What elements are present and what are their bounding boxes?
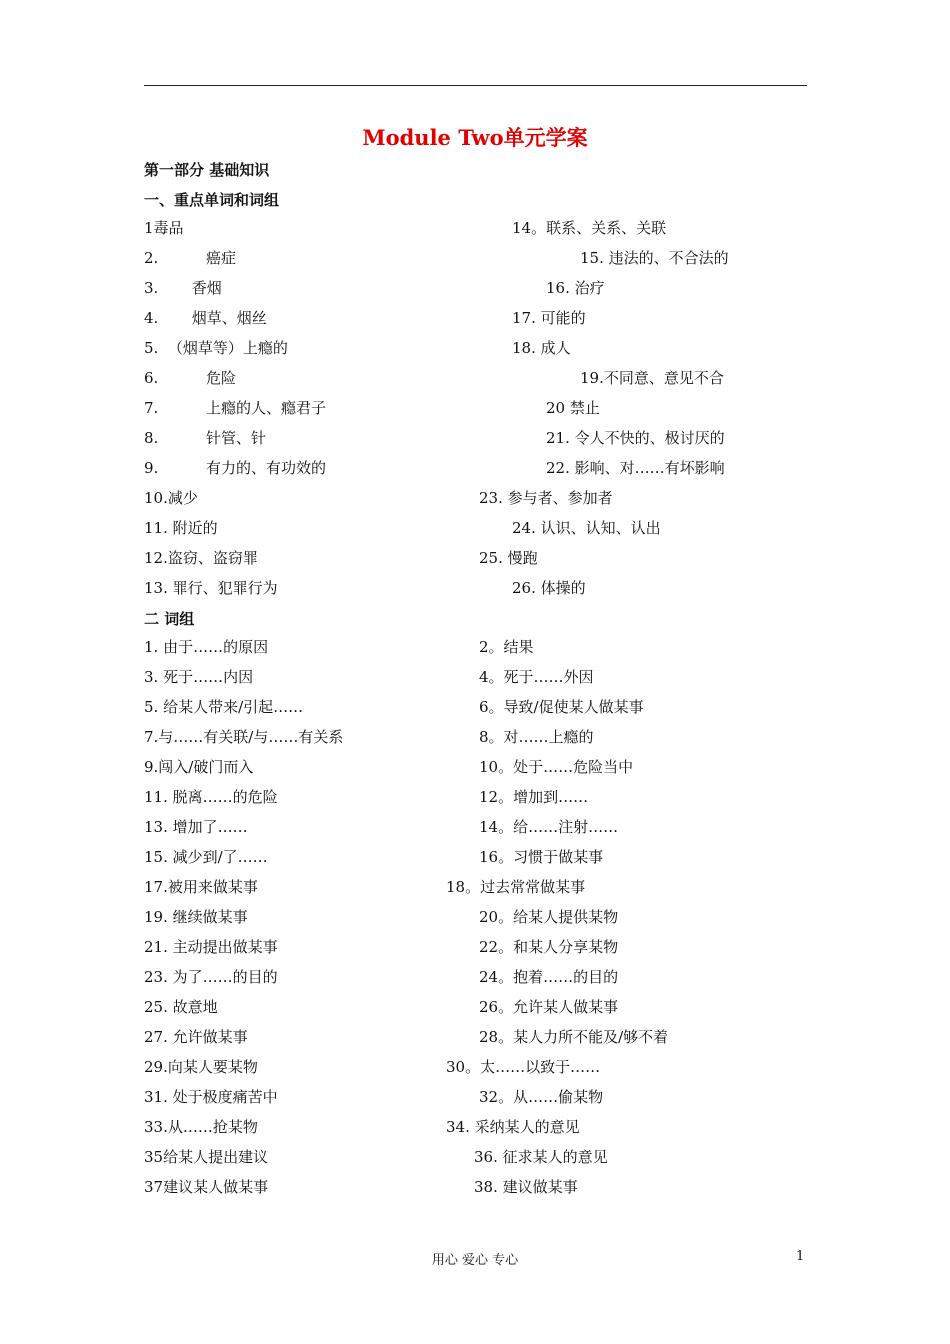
vocab-item: 24. 认识、认知、认出 (512, 519, 661, 537)
phrase-item: 36. 征求某人的意见 (474, 1148, 608, 1166)
vocab-item: 2. 癌症 (144, 249, 236, 267)
vocab-item: 10.减少 (144, 489, 198, 507)
phrase-item: 37建议某人做某事 (144, 1178, 269, 1196)
phrase-item: 32。从……偷某物 (479, 1088, 604, 1106)
vocab-item: 7. 上瘾的人、瘾君子 (144, 399, 326, 417)
phrase-item: 22。和某人分享某物 (479, 938, 619, 956)
phrase-item: 19. 继续做某事 (144, 908, 248, 926)
vocab-item: 12.盗窃、盗窃罪 (144, 549, 258, 567)
vocab-item: 20 禁止 (546, 399, 600, 417)
phrase-item: 9.闯入/破门而入 (144, 758, 254, 776)
phrase-item: 31. 处于极度痛苦中 (144, 1088, 278, 1106)
phrase-item: 7.与……有关联/与……有关系 (144, 728, 344, 746)
vocab-item: 13. 罪行、犯罪行为 (144, 579, 278, 597)
section1-heading: 一、重点单词和词组 (144, 191, 280, 209)
phrase-item: 27. 允许做某事 (144, 1028, 248, 1046)
vocab-item: 23. 参与者、参加者 (479, 489, 613, 507)
phrase-item: 6。导致/促使某人做某事 (479, 698, 644, 716)
vocab-item: 19.不同意、意见不合 (580, 369, 724, 387)
phrase-item: 16。习惯于做某事 (479, 848, 604, 866)
phrase-item: 34. 采纳某人的意见 (446, 1118, 580, 1136)
vocab-item: 26. 体操的 (512, 579, 586, 597)
vocab-item: 14。联系、关系、关联 (512, 219, 667, 237)
phrase-item: 23. 为了……的目的 (144, 968, 278, 986)
phrase-item: 18。过去常常做某事 (446, 878, 586, 896)
phrase-item: 29.向某人要某物 (144, 1058, 258, 1076)
phrase-item: 8。对……上瘾的 (479, 728, 594, 746)
phrase-item: 21. 主动提出做某事 (144, 938, 278, 956)
vocab-item: 21. 令人不快的、极讨厌的 (546, 429, 725, 447)
vocab-item: 25. 慢跑 (479, 549, 538, 567)
vocab-item: 22. 影响、对……有坏影响 (546, 459, 725, 477)
phrase-item: 38. 建议做某事 (474, 1178, 578, 1196)
page-footer: 用心 爱心 专心 (431, 1253, 519, 1268)
phrase-item: 25. 故意地 (144, 998, 218, 1016)
vocab-item: 15. 违法的、不合法的 (580, 249, 729, 267)
phrase-item: 1. 由于……的原因 (144, 638, 269, 656)
phrase-item: 2。结果 (479, 638, 534, 656)
phrase-item: 15. 减少到/了…… (144, 848, 268, 866)
vocab-item: 4. 烟草、烟丝 (144, 309, 267, 327)
phrase-item: 28。某人力所不能及/够不着 (479, 1028, 669, 1046)
vocab-item: 3. 香烟 (144, 279, 222, 297)
phrase-item: 3. 死于……内因 (144, 668, 254, 686)
phrase-item: 20。给某人提供某物 (479, 908, 619, 926)
vocab-item: 16. 治疗 (546, 279, 605, 297)
phrase-item: 5. 给某人带来/引起…… (144, 698, 304, 716)
vocab-item: 6. 危险 (144, 369, 236, 387)
vocab-item: 9. 有力的、有功效的 (144, 459, 326, 477)
phrase-item: 30。太……以致于…… (446, 1058, 601, 1076)
phrase-item: 33.从……抢某物 (144, 1118, 258, 1136)
phrase-item: 12。增加到…… (479, 788, 589, 806)
section2-heading: 二 词组 (144, 610, 195, 628)
page-title: Module Two单元学案 (362, 125, 588, 150)
phrase-item: 24。抱着……的目的 (479, 968, 619, 986)
vocab-item: 1毒品 (144, 219, 184, 237)
phrase-item: 26。允许某人做某事 (479, 998, 619, 1016)
vocab-item: 17. 可能的 (512, 309, 586, 327)
phrase-item: 35给某人提出建议 (144, 1148, 269, 1166)
part1-heading: 第一部分 基础知识 (144, 161, 270, 179)
vocab-item: 11. 附近的 (144, 519, 218, 537)
page-number: 1 (796, 1249, 805, 1264)
phrase-item: 13. 增加了…… (144, 818, 248, 836)
phrase-item: 4。死于……外因 (479, 668, 594, 686)
phrase-item: 17.被用来做某事 (144, 878, 258, 896)
header-rule (144, 85, 807, 86)
vocab-item: 5. （烟草等）上瘾的 (144, 339, 288, 357)
vocab-item: 8. 针管、针 (144, 429, 266, 447)
vocab-item: 18. 成人 (512, 339, 571, 357)
phrase-item: 14。给……注射…… (479, 818, 619, 836)
phrase-item: 10。处于……危险当中 (479, 758, 634, 776)
phrase-item: 11. 脱离……的危险 (144, 788, 278, 806)
